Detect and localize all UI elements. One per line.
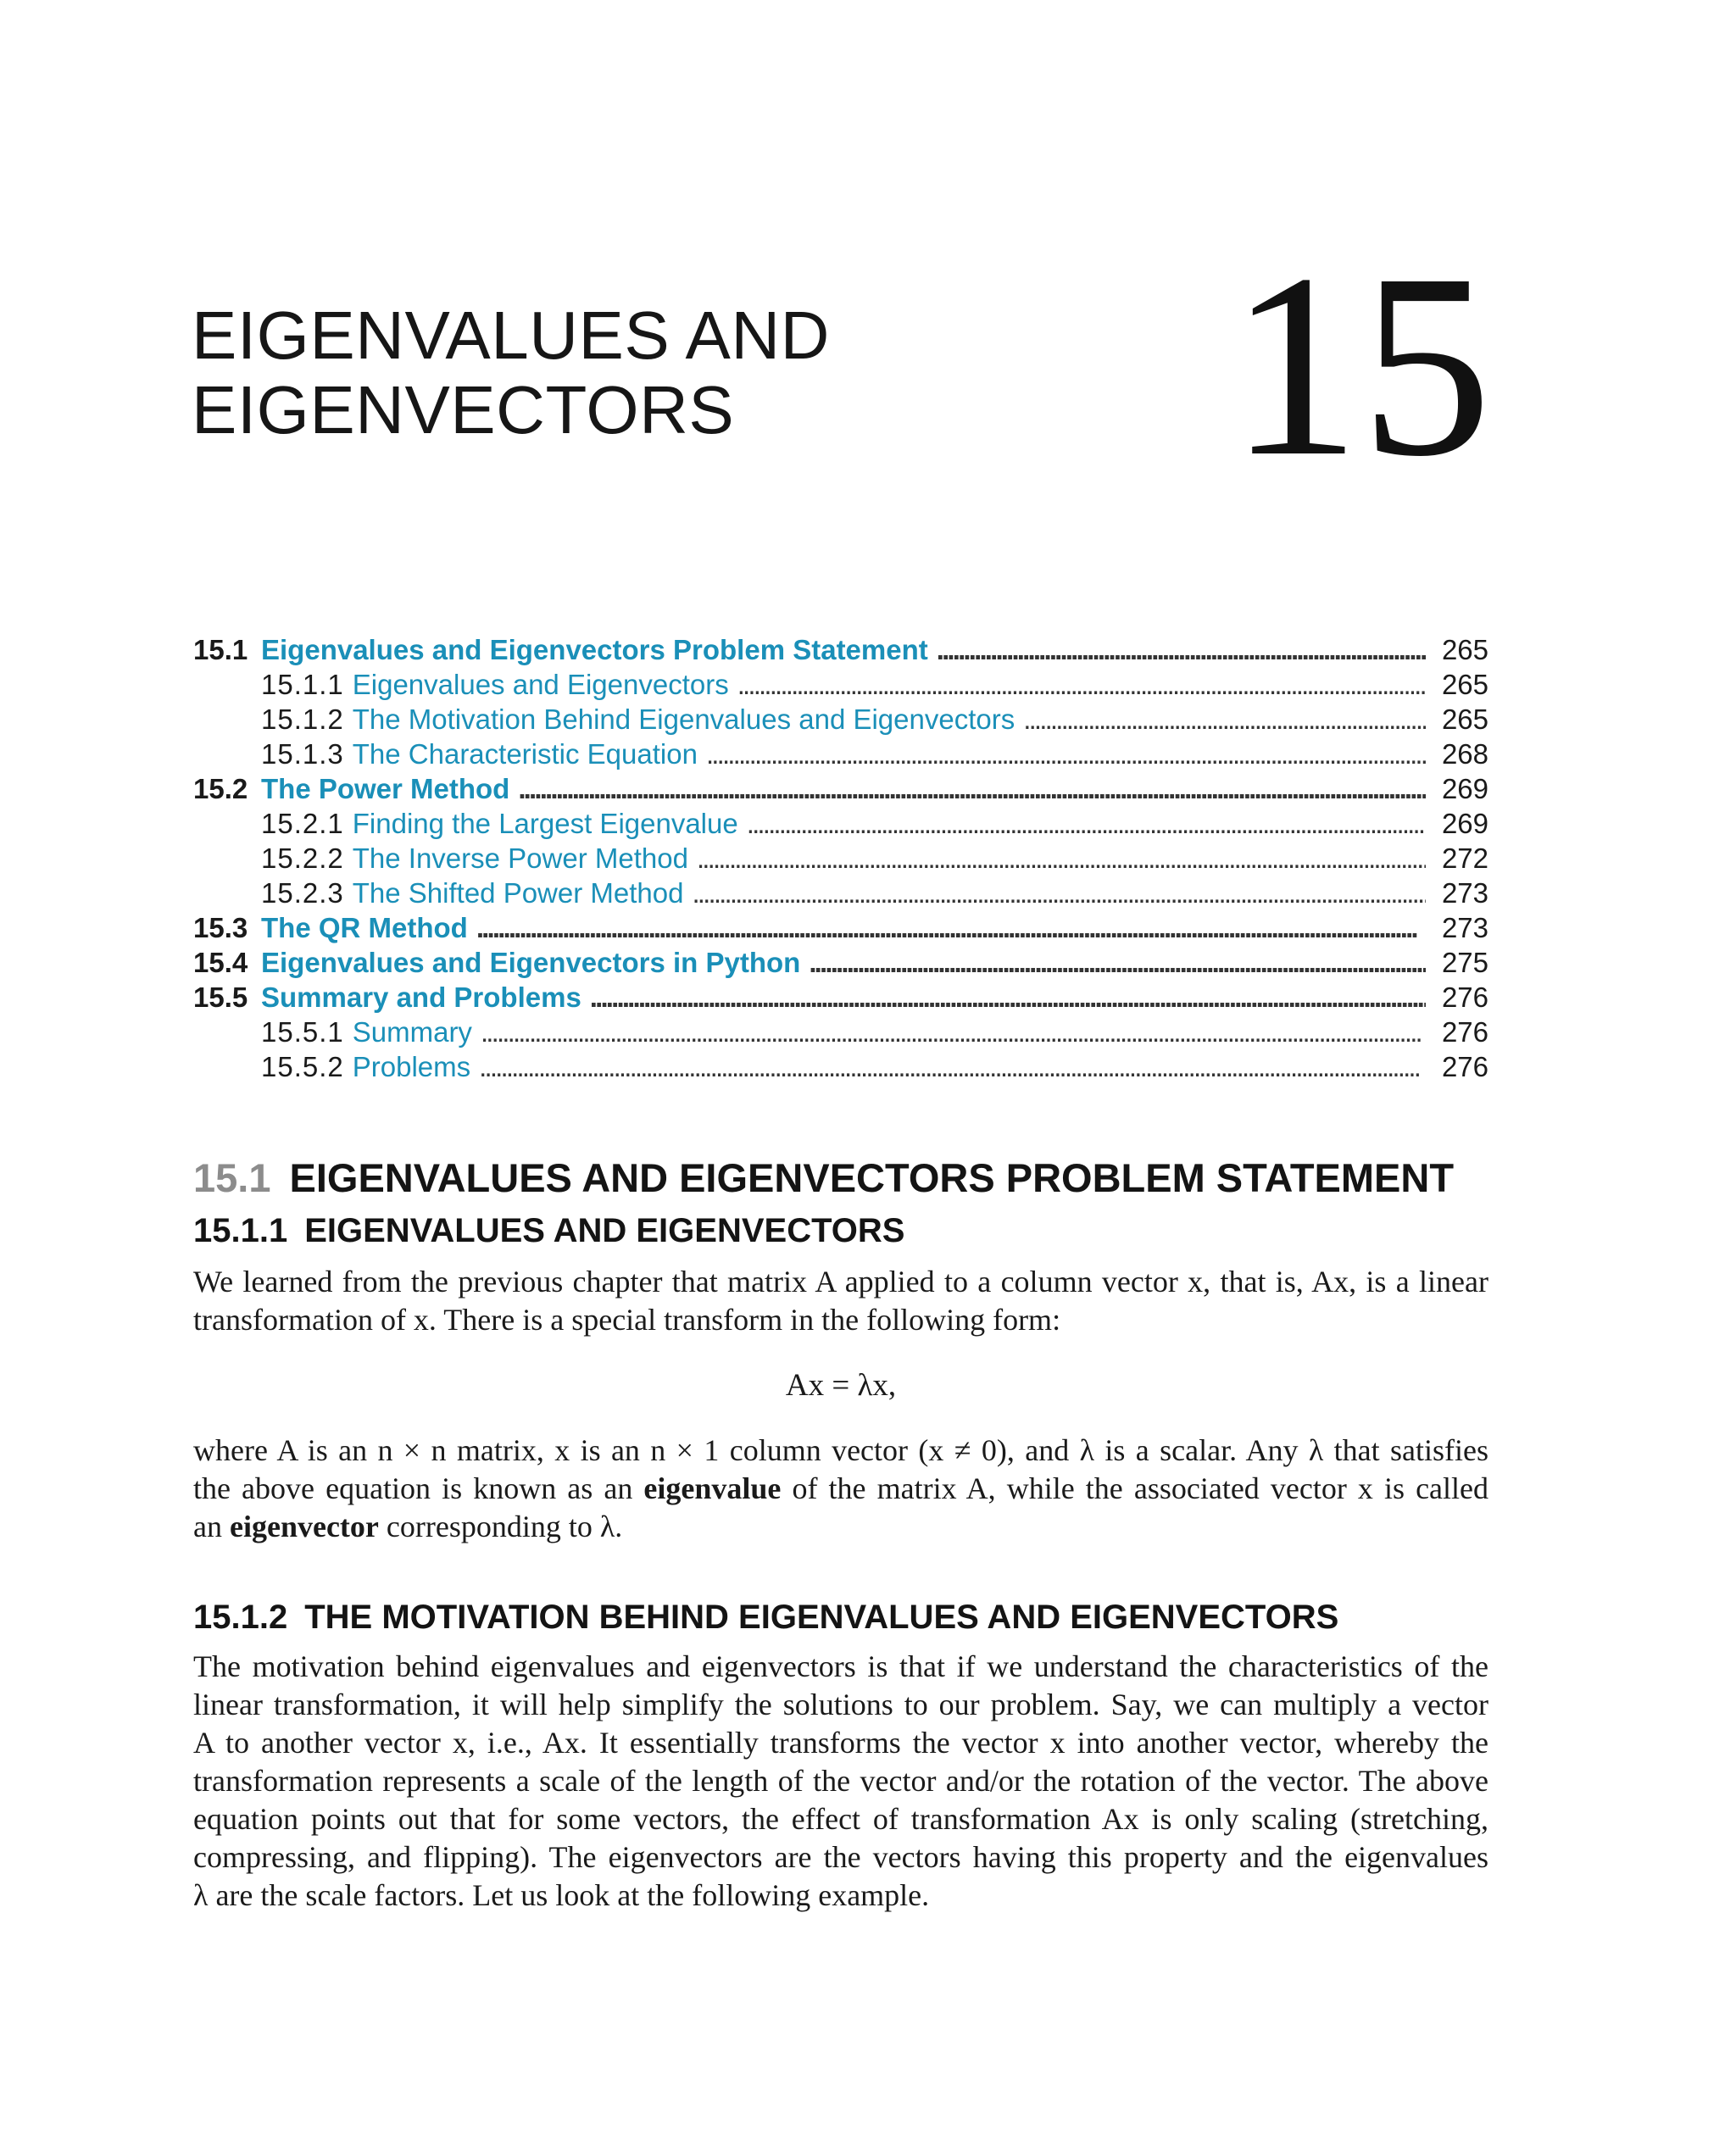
paragraph-line: transformation represents a scale of the length of the vector and/or the rotation of the vector. The above: [193, 1764, 1488, 1798]
paragraph: [193, 1648, 1488, 1915]
subsection-heading: [193, 1210, 904, 1251]
toc-entry-number: 15.5.1: [261, 1016, 344, 1048]
toc-entry-link[interactable]: The Characteristic Equation: [352, 738, 698, 770]
toc-entry-page: 273: [1441, 912, 1488, 943]
toc-entry-link[interactable]: Eigenvalues and Eigenvectors: [352, 669, 729, 700]
subsection-number: 15.1.2: [193, 1599, 288, 1636]
table-of-contents: [193, 632, 1488, 1084]
subsection-title: THE MOTIVATION BEHIND EIGENVALUES AND EIGENVECTORS: [304, 1599, 1339, 1636]
toc-entry-number: 15.1.1: [261, 669, 344, 700]
toc-entry-page: 265: [1441, 669, 1488, 700]
text-run: corresponding to λ.: [378, 1510, 623, 1543]
toc-entry-number: 15.2: [193, 773, 248, 804]
toc-entry[interactable]: [193, 910, 1488, 945]
toc-entry[interactable]: [193, 1015, 1488, 1049]
equation: Ax = λx,: [785, 1368, 897, 1403]
toc-entry-page: 268: [1441, 738, 1488, 770]
paragraph-line: transformation of x. There is a special transform in the following form:: [193, 1303, 1061, 1337]
chapter-title-line-2: EIGENVECTORS: [192, 372, 735, 448]
bold-term-eigenvector: eigenvector: [229, 1510, 379, 1543]
toc-entry-page: 272: [1441, 842, 1488, 874]
toc-entry[interactable]: [193, 737, 1488, 771]
toc-entry[interactable]: [193, 806, 1488, 841]
toc-entry-link[interactable]: Problems: [352, 1051, 471, 1082]
paragraph-line: [193, 1470, 1488, 1508]
toc-entry-link[interactable]: The QR Method: [261, 912, 468, 943]
chapter-title-line-1: EIGENVALUES AND: [192, 298, 830, 373]
toc-leader-dots: [481, 1015, 1426, 1049]
toc-leader-dots: [479, 1049, 1426, 1084]
toc-leader-dots: [692, 876, 1426, 910]
toc-entry-number: 15.4: [193, 947, 248, 978]
paragraph-line: The motivation behind eigenvalues and eigenvectors is that if we understand the characteristics of the: [193, 1649, 1488, 1683]
toc-leader-dots: [747, 806, 1426, 841]
toc-entry-page: 265: [1441, 703, 1488, 735]
toc-entry-link[interactable]: Summary and Problems: [261, 982, 581, 1013]
toc-leader-dots: [518, 771, 1426, 806]
toc-entry-page: 276: [1441, 1051, 1488, 1082]
paragraph-line: linear transformation, it will help simplify the solutions to our problem. Say, we can multiply a vector: [193, 1688, 1488, 1721]
toc-entry-link[interactable]: The Power Method: [261, 773, 510, 804]
toc-entry-number: 15.2.2: [261, 842, 344, 874]
toc-entry[interactable]: [193, 667, 1488, 702]
chapter-title: [192, 298, 1124, 448]
section-heading: [193, 1154, 1454, 1202]
toc-entry-number: 15.1.2: [261, 703, 344, 735]
toc-leader-dots: [937, 632, 1426, 667]
toc-entry-number: 15.1.3: [261, 738, 344, 770]
toc-entry[interactable]: [193, 876, 1488, 910]
subsection-title: EIGENVALUES AND EIGENVECTORS: [304, 1212, 905, 1249]
section-number: 15.1: [193, 1155, 271, 1200]
toc-entry-page: 269: [1441, 773, 1488, 804]
toc-entry-page: 273: [1441, 877, 1488, 909]
paragraph-line: where A is an n × n matrix, x is an n × 1 column vector (x ≠ 0), and λ is a scalar. Any λ that satisfies: [193, 1433, 1488, 1467]
paragraph-line: compressing, and flipping). The eigenvectors are the vectors having this property and the eigenvalues: [193, 1840, 1488, 1874]
toc-entry-number: 15.5.2: [261, 1051, 344, 1082]
toc-entry[interactable]: [193, 841, 1488, 876]
toc-entry[interactable]: [193, 945, 1488, 980]
toc-entry-page: 276: [1441, 982, 1488, 1013]
toc-entry-number: 15.1: [193, 634, 248, 665]
toc-leader-dots: [737, 667, 1426, 702]
paragraph-line: λ are the scale factors. Let us look at the following example.: [193, 1878, 930, 1912]
toc-entry[interactable]: [193, 771, 1488, 806]
toc-entry-link[interactable]: Eigenvalues and Eigenvectors in Python: [261, 947, 801, 978]
toc-entry-number: 15.2.1: [261, 808, 344, 839]
paragraph-line: We learned from the previous chapter that matrix A applied to a column vector x, that is, Ax, is a linear: [193, 1265, 1488, 1299]
toc-entry[interactable]: [193, 980, 1488, 1015]
toc-entry-link[interactable]: The Shifted Power Method: [352, 877, 684, 909]
paragraph: [193, 1263, 1488, 1339]
bold-term-eigenvalue: eigenvalue: [643, 1471, 782, 1505]
toc-entry[interactable]: [193, 1049, 1488, 1084]
toc-entry-page: 276: [1441, 1016, 1488, 1048]
toc-leader-dots: [590, 980, 1426, 1015]
paragraph: [193, 1432, 1488, 1546]
toc-entry-number: 15.5: [193, 982, 248, 1013]
text-run: an: [193, 1510, 230, 1543]
section-title: EIGENVALUES AND EIGENVECTORS PROBLEM STATEMENT: [289, 1155, 1455, 1200]
paragraph-line: [193, 1508, 1488, 1546]
subsection-number: 15.1.1: [193, 1212, 288, 1249]
toc-entry-page: 275: [1441, 947, 1488, 978]
paragraph-line: A to another vector x, i.e., Ax. It essentially transforms the vector x into another vector, whereby the: [193, 1726, 1488, 1760]
toc-entry[interactable]: [193, 632, 1488, 667]
toc-entry-link[interactable]: The Inverse Power Method: [352, 842, 688, 874]
toc-entry[interactable]: [193, 702, 1488, 737]
toc-entry-link[interactable]: Summary: [352, 1016, 472, 1048]
toc-leader-dots: [809, 945, 1426, 980]
toc-entry-page: 269: [1441, 808, 1488, 839]
toc-entry-link[interactable]: Eigenvalues and Eigenvectors Problem Statement: [261, 634, 928, 665]
paragraph-line: equation points out that for some vectors, the effect of transformation Ax is only scaling (stretching,: [193, 1802, 1488, 1836]
toc-entry-link[interactable]: Finding the Largest Eigenvalue: [352, 808, 738, 839]
toc-entry-number: 15.2.3: [261, 877, 344, 909]
subsection-heading: [193, 1597, 1338, 1638]
toc-entry-link[interactable]: The Motivation Behind Eigenvalues and Eigenvectors: [352, 703, 1015, 735]
toc-entry-number: 15.3: [193, 912, 248, 943]
chapter-number: 15: [1229, 220, 1492, 511]
toc-leader-dots: [476, 910, 1426, 945]
toc-leader-dots: [706, 737, 1426, 771]
toc-leader-dots: [1023, 702, 1426, 737]
text-run: the above equation is known as an: [193, 1471, 644, 1505]
toc-leader-dots: [697, 841, 1426, 876]
toc-entry-page: 265: [1441, 634, 1488, 665]
text-run: of the matrix A, while the associated vector x is called: [781, 1471, 1489, 1505]
